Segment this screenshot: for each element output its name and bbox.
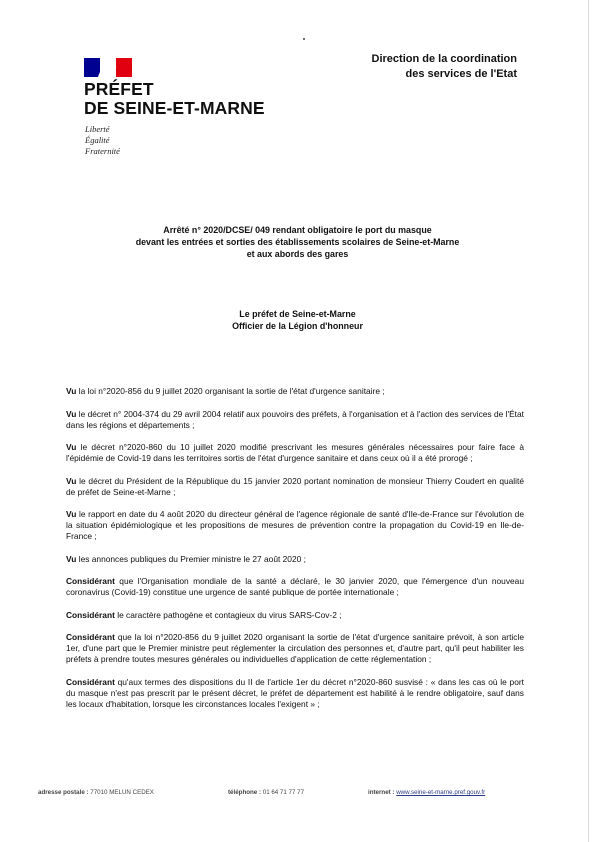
page-edge (588, 0, 589, 842)
footer-website (368, 789, 485, 796)
recital-paragraph (66, 442, 524, 464)
signatory-line-2: Officier de la Légion d'honneur (232, 321, 363, 331)
recital-lead: Vu (66, 442, 77, 452)
recital-paragraph (66, 476, 524, 498)
phone-value: 01 64 71 77 77 (262, 789, 305, 796)
recital-text: que l'Organisation mondiale de la santé a déclaré, le 30 janvier 2020, que l'émergence d'un nouveau coronavirus (Covid-19) constitue une urgence de santé publique de portée internationale ; (66, 576, 524, 597)
scan-speck (303, 38, 305, 40)
recital-text: qu'aux termes des dispositions du II de l'article 1er du décret n°2020-860 susvisé : « dans les cas où le port du masque n'est pas prescrit par le présent décret, le préfet de département est habilité à le rendre obligatoire, sauf dans les locaux d'habitation, lorsque les circonstances locales l'exigent » ; (66, 676, 524, 709)
direction-line-2: des services de l'Etat (405, 68, 517, 80)
recital-paragraph (66, 677, 524, 710)
recital-lead: Vu (66, 408, 77, 419)
address-value: 77010 MELUN CEDEX (90, 789, 154, 796)
signatory-line-1: Le préfet de Seine-et-Marne (239, 309, 356, 319)
footer-phone (228, 789, 304, 796)
marianne-logo-icon (84, 58, 132, 77)
website-link[interactable]: www.seine-et-marne.pref.gouv.fr (396, 789, 486, 796)
phone-label: téléphone : (228, 789, 262, 796)
prefet-line-2: DE SEINE-ET-MARNE (84, 98, 265, 118)
recital-lead: Considérant (66, 676, 115, 687)
title-line-2: devant les entrées et sorties des établissements scolaires de Seine-et-Marne (135, 237, 460, 247)
recital-text: que la loi n°2020-856 du 9 juillet 2020 organisant la sortie de l'état d'urgence sanitaire prévoit, à son article 1er, d'une part que le Premier ministre peut réglementer la circulation des personnes et, d'autre part, qu'il peut habiliter les préfets à prendre toutes mesures générales ou individuelles d'application de cette réglementation ; (66, 632, 524, 664)
motto-liberte: Liberté (85, 124, 110, 134)
decree-title (90, 224, 505, 260)
decree-body (66, 386, 524, 721)
recital-paragraph (66, 386, 524, 397)
recital-lead: Vu (66, 475, 77, 486)
recital-lead: Considérant (66, 576, 115, 586)
recital-paragraph (66, 632, 524, 665)
recital-text: le décret n° 2004-374 du 29 avril 2004 relatif aux pouvoirs des préfets, à l'organisation et à l'action des services de l'État dans les régions et départements ; (66, 408, 524, 430)
republic-motto (85, 124, 120, 157)
recital-paragraph (66, 554, 524, 565)
motto-egalite: Égalité (85, 135, 110, 145)
page-footer (38, 789, 558, 799)
prefet-line-1: PRÉFET (84, 79, 154, 99)
title-line-3: et aux abords des gares (246, 249, 349, 259)
issuing-department (372, 52, 517, 82)
title-line-1: Arrêté n° 2020/DCSE/ 049 rendant obligatoire le port du masque (163, 225, 432, 235)
recital-lead: Vu (66, 386, 77, 396)
recital-lead: Vu (66, 509, 77, 519)
recital-text: le caractère pathogène et contagieux du virus SARS-Cov-2 ; (114, 609, 342, 620)
footer-address (38, 789, 154, 796)
recital-lead: Vu (66, 553, 77, 564)
recital-lead: Considérant (66, 609, 115, 620)
web-label: internet : (368, 789, 395, 796)
recital-text: le décret du Président de la République du 15 janvier 2020 portant nomination de monsieur Thierry Coudert en qualité de préfet de Seine-et-Marne ; (66, 475, 524, 497)
direction-line-1: Direction de la coordination (371, 53, 517, 65)
address-label: adresse postale : (38, 789, 89, 796)
prefecture-name (84, 80, 265, 118)
recital-lead: Considérant (66, 632, 115, 642)
recital-paragraph (66, 610, 524, 621)
recital-text: le décret n°2020-860 du 10 juillet 2020 modifié prescrivant les mesures générales nécessaires pour faire face à l'épidémie de Covid-19 dans les territoires sortis de l'état d'urgence sanitaire et dans ceux où il a été prorogé ; (66, 442, 524, 463)
signatory-block (90, 308, 505, 332)
recital-paragraph (66, 576, 524, 598)
recital-text: la loi n°2020-856 du 9 juillet 2020 organisant la sortie de l'état d'urgence sanitaire ; (76, 386, 385, 396)
recital-text: le rapport en date du 4 août 2020 du directeur général de l'agence régionale de santé d'Ile-de-France sur l'évolution de la situation épidémiologique et les propositions de mesures de prévention contre la propagation du Covid-19 en Ile-de-France ; (66, 509, 524, 541)
recital-text: les annonces publiques du Premier ministre le 27 août 2020 ; (76, 553, 306, 564)
recital-paragraph (66, 409, 524, 431)
motto-fraternite: Fraternité (85, 146, 120, 156)
recital-paragraph (66, 509, 524, 542)
